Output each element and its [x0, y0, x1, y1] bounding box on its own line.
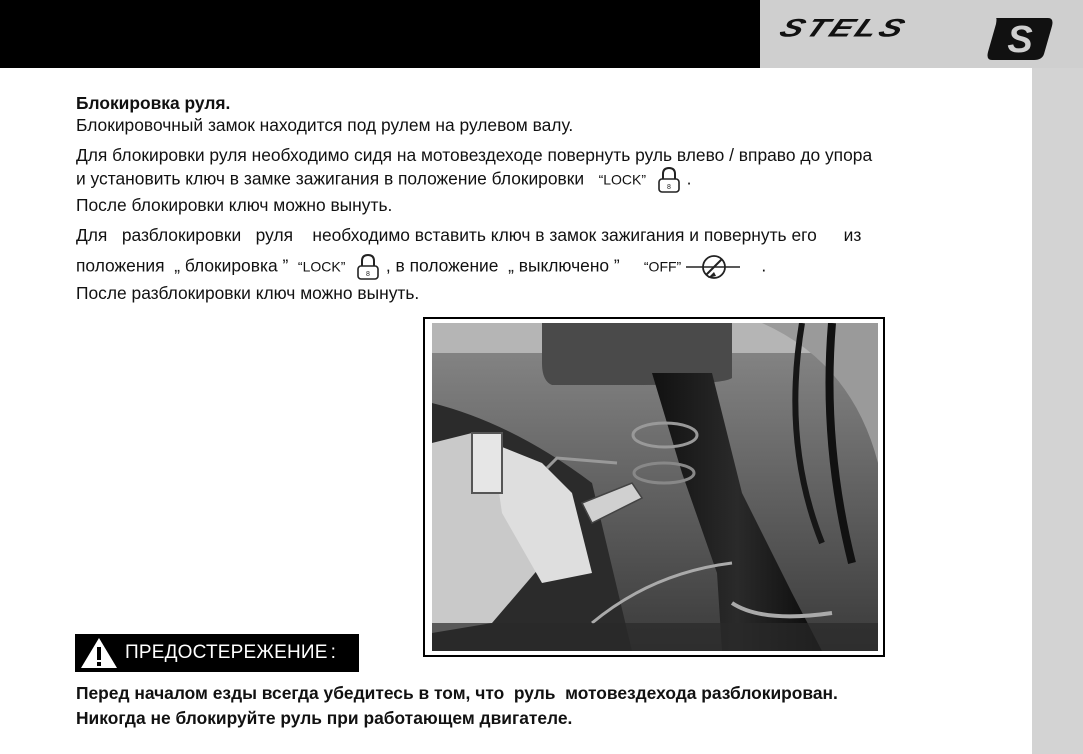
padlock-icon [355, 253, 381, 281]
emblem-letter: S [1007, 19, 1033, 61]
padlock-icon [656, 166, 682, 194]
text-segment: . [686, 168, 692, 189]
text-line [76, 224, 1016, 246]
text-line: Блокировочный замок находится под рулем на рулевом валу. [76, 115, 574, 135]
text-segment: и установить ключ в замке зажигания в положение блокировки [76, 168, 585, 189]
brand-emblem-icon [986, 14, 1056, 62]
section-title: Блокировка руля. [76, 93, 231, 113]
header-bar [0, 0, 760, 68]
instructions [76, 92, 1016, 304]
steering-lock-photo [432, 323, 878, 651]
text-segment: . [761, 255, 767, 276]
text-line: После разблокировки ключ можно вынуть. [76, 283, 420, 303]
text-segment: , в положение „ выключено ” [385, 255, 620, 276]
lock-label: “LOCK” [598, 171, 647, 188]
svg-text:8: 8 [366, 271, 370, 278]
warning-banner [75, 634, 359, 672]
text-line [76, 252, 1016, 282]
warning-triangle-icon [79, 636, 119, 670]
warning-colon: : [330, 642, 336, 663]
key-off-icon [686, 252, 742, 282]
brand-logo: STELS [774, 14, 913, 43]
text-line: Для блокировки руля необходимо сидя на мотовездеходе повернуть руль влево / вправо до упора [76, 145, 873, 165]
warning-text [76, 681, 838, 731]
steering-lock-photo-frame [423, 317, 885, 657]
text-line [76, 166, 1016, 194]
warning-line: Перед началом езды всегда убедитесь в том, что руль мотовездехода разблокирован. [76, 683, 838, 703]
text-segment: Для разблокировки руля необходимо вставить ключ в замок зажигания и повернуть его [76, 225, 817, 245]
text-segment: из [843, 225, 862, 245]
off-label: “OFF” [643, 258, 682, 275]
svg-text:8: 8 [666, 184, 671, 191]
lock-label: “LOCK” [297, 258, 346, 275]
warning-line: Никогда не блокируйте руль при работающем двигателе. [76, 708, 573, 728]
side-strip [1032, 68, 1083, 754]
warning-label: ПРЕДОСТЕРЕЖЕНИЕ [125, 642, 328, 663]
text-segment: положения „ блокировка ” [76, 255, 289, 276]
text-line: После блокировки ключ можно вынуть. [76, 195, 393, 215]
